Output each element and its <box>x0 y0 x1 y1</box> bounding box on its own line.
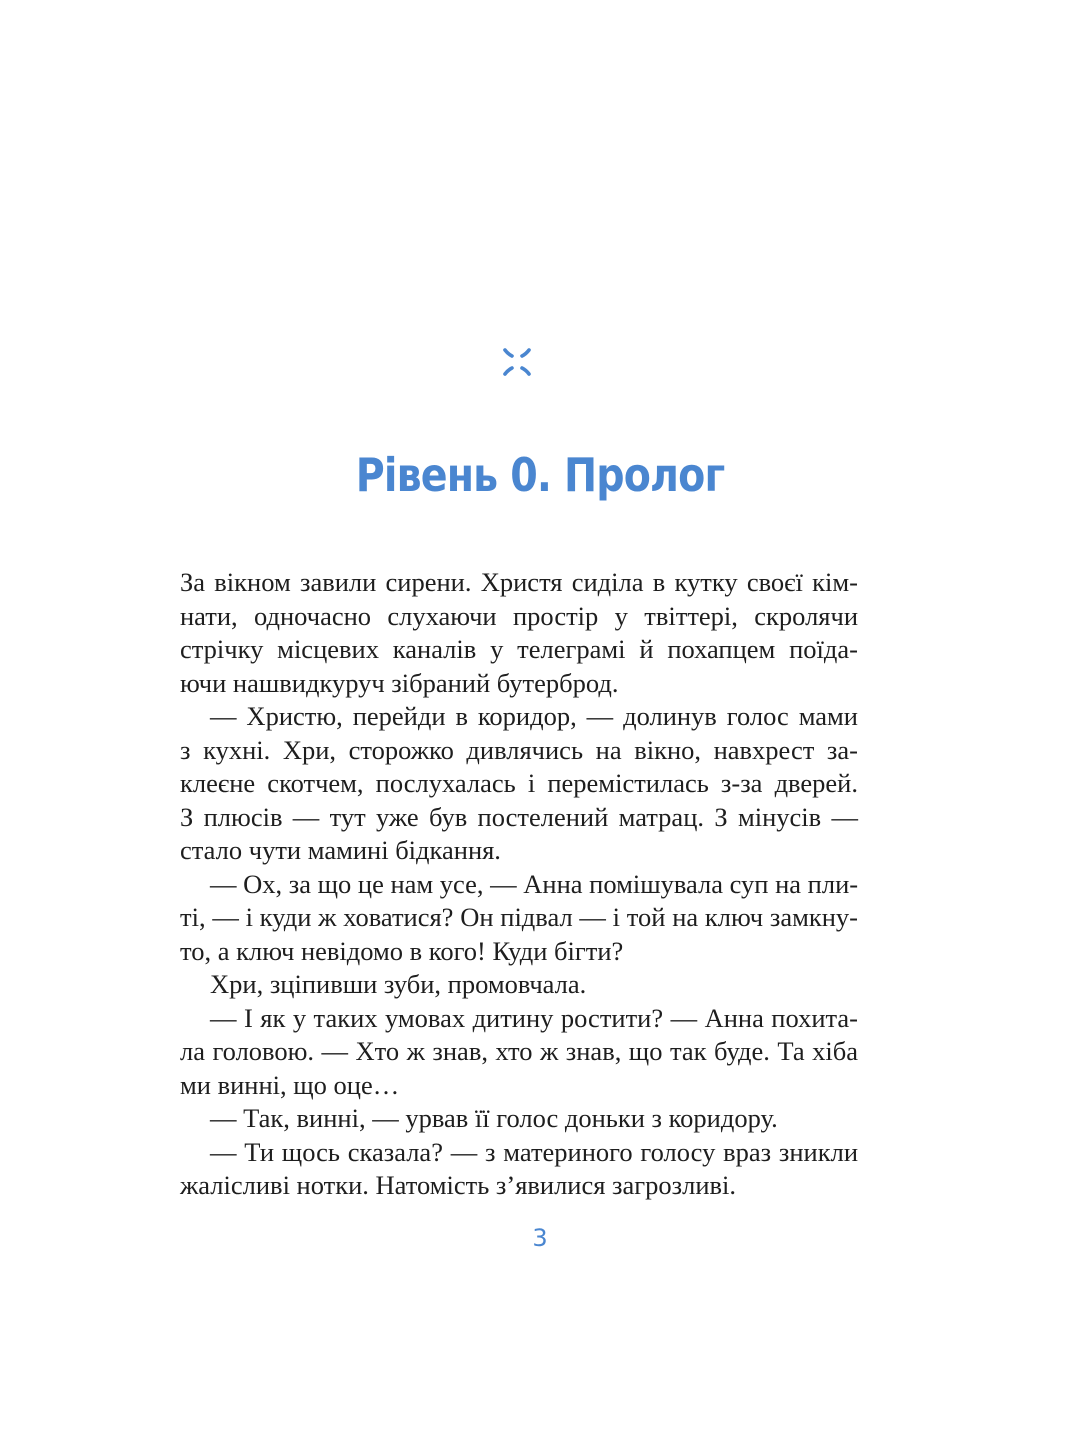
text-line: стало чути мамині бідкання. <box>180 835 501 865</box>
text-line: ті, — і куди ж ховатися? Он підвал — і той на ключ замкну- <box>180 902 858 932</box>
text-line: нати, одночасно слухаючи простір у твіттері, скролячи <box>180 600 858 631</box>
asterisk-burst-icon <box>497 345 537 381</box>
text-line: — Так, винні, — урвав її голос доньки з коридору. <box>210 1103 778 1133</box>
text-line: стрічку місцевих каналів у телеграмі й похапцем поїда- <box>180 634 858 664</box>
text-line: ла головою. — Хто ж знав, хто ж знав, що так буде. Та хіба <box>180 1036 858 1066</box>
text-line: — Ти щось сказала? — з материного голосу враз зникли <box>210 1136 858 1167</box>
text-line: З плюсів — тут уже був постелений матрац. З мінусів — <box>180 801 858 832</box>
text-line: За вікном завили сирени. Христя сиділа в кутку своєї кім- <box>180 567 858 597</box>
text-line: то, а ключ невідомо в кого! Куди бігти? <box>180 935 624 966</box>
text-line: — Христю, перейди в коридор, — долинув голос мами <box>210 701 858 731</box>
text-line: — Ох, за що це нам усе, — Анна помішувала суп на пли- <box>210 868 859 899</box>
text-line: клеєне скотчем, послухалась і перемістилась з-за дверей. <box>180 768 858 798</box>
text-line: жалісливі нотки. Натомість з’явилися загрозливі. <box>180 1170 737 1200</box>
page-number: 3 <box>532 1224 548 1252</box>
text-line: Хри, зціпивши зуби, промовчала. <box>210 969 587 999</box>
text-line: ми винні, що оце… <box>180 1069 400 1100</box>
text-line: — І як у таких умовах дитину ростити? — Анна похита- <box>210 1002 858 1033</box>
text-line: ючи нашвидкуруч зібраний бутерброд. <box>180 667 619 698</box>
chapter-title: Рівень 0. Пролог <box>355 448 725 502</box>
chapter-body <box>180 566 858 1203</box>
text-line: з кухні. Хри, сторожко дивлячись на вікно, навхрест за- <box>180 734 858 765</box>
